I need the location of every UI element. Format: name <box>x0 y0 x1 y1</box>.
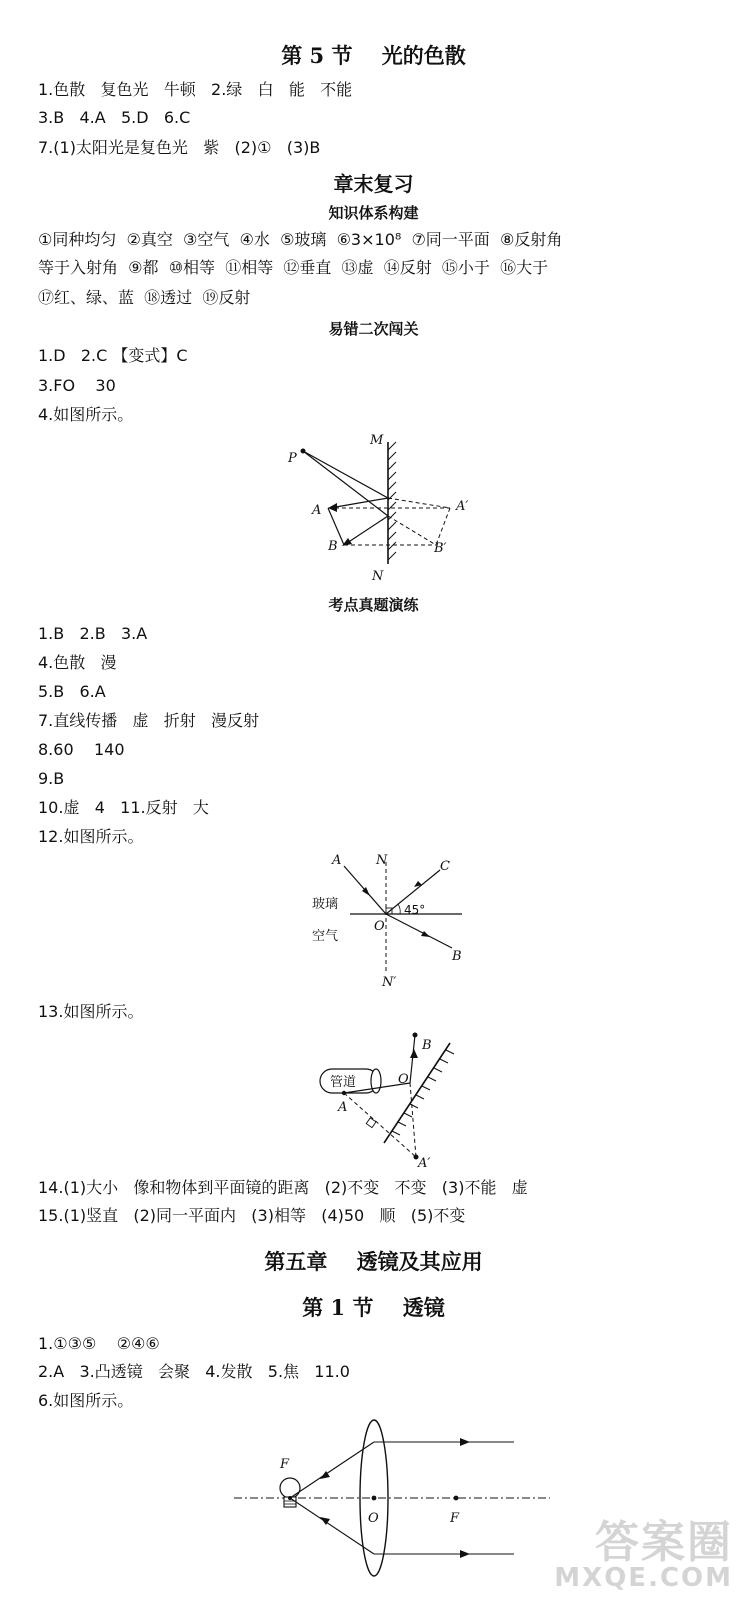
answer-line: 3.B 4.A 5.D 6.C <box>38 108 191 127</box>
label-B: B <box>452 949 462 964</box>
mistake-title: 易错二次闯关 <box>328 320 419 338</box>
mistake-line: 1.D 2.C 【变式】C <box>38 346 188 365</box>
figure-4-plane-mirror <box>270 428 490 588</box>
knowledge-line: ⑰红、绿、蓝 ⑱透过 ⑲反射 <box>38 288 251 307</box>
section5-title: 第 5 节 光的色散 <box>281 43 466 68</box>
label-B: B <box>422 1038 432 1053</box>
label-O: O <box>368 1511 379 1526</box>
exam-line: 5.B 6.A <box>38 682 106 701</box>
figure-12-refraction <box>300 848 480 988</box>
label-N-prime: N′ <box>382 975 397 990</box>
answer-line: 14.(1)大小 像和物体到平面镜的距离 (2)不变 不变 (3)不能 虚 <box>38 1178 528 1197</box>
label-A: A <box>338 1100 348 1115</box>
answer-line: 1.色散 复色光 牛顿 2.绿 白 能 不能 <box>38 80 353 99</box>
mistake-line: 4.如图所示。 <box>38 405 134 424</box>
label-angle: 45° <box>404 903 426 917</box>
exam-line: 1.B 2.B 3.A <box>38 624 148 643</box>
chapter5-title: 第五章 透镜及其应用 <box>264 1249 483 1274</box>
knowledge-title: 知识体系构建 <box>328 204 419 222</box>
review-title: 章末复习 <box>333 172 414 196</box>
answer-line: 7.(1)太阳光是复色光 紫 (2)① (3)B <box>38 138 321 157</box>
label-A-prime: A′ <box>456 499 469 514</box>
figure-13-periscope <box>300 1025 480 1170</box>
label-A: A <box>312 503 322 518</box>
label-A: A <box>332 853 342 868</box>
knowledge-line: ①同种均匀 ②真空 ③空气 ④水 ⑤玻璃 ⑥3×10⁸ ⑦同一平面 ⑧反射角 <box>38 230 563 249</box>
mistake-line: 3.FO 30 <box>38 376 116 395</box>
answer-line: 6.如图所示。 <box>38 1391 134 1410</box>
figure-6-convex-lens <box>230 1418 570 1594</box>
answer-line: 13.如图所示。 <box>38 1002 144 1021</box>
label-B-prime: B′ <box>434 541 447 556</box>
knowledge-line: 等于入射角 ⑨都 ⑩相等 ⑪相等 ⑫垂直 ⑬虚 ⑭反射 ⑮小于 ⑯大于 <box>38 258 549 277</box>
label-A-prime: A′ <box>418 1156 431 1171</box>
label-P: P <box>288 451 297 466</box>
label-pipe: 管道 <box>330 1075 357 1090</box>
exam-line: 8.60 140 <box>38 740 125 759</box>
exam-line: 9.B <box>38 769 65 788</box>
answer-line: 2.A 3.凸透镜 会聚 4.发散 5.焦 11.0 <box>38 1362 350 1381</box>
exam-line: 12.如图所示。 <box>38 827 144 846</box>
exam-line: 4.色散 漫 <box>38 653 117 672</box>
label-N: N <box>376 853 388 868</box>
section1-title: 第 1 节 透镜 <box>302 1295 445 1320</box>
exam-line: 7.直线传播 虚 折射 漫反射 <box>38 711 260 730</box>
label-N: N <box>372 569 384 584</box>
label-C: C <box>440 859 450 874</box>
label-B: B <box>328 539 338 554</box>
label-M: M <box>370 433 384 448</box>
label-air: 空气 <box>312 929 339 944</box>
label-O: O <box>374 919 385 934</box>
exam-title: 考点真题演练 <box>328 596 419 614</box>
answer-line: 15.(1)竖直 (2)同一平面内 (3)相等 (4)50 顺 (5)不变 <box>38 1206 466 1225</box>
label-O: O <box>398 1072 409 1087</box>
watermark <box>554 1517 733 1593</box>
watermark-logo-text: 答案圈 <box>595 1517 733 1568</box>
watermark-url: MXQE.COM <box>554 1563 733 1593</box>
answer-line: 1.①③⑤ ②④⑥ <box>38 1334 160 1353</box>
label-F-left: F <box>280 1457 290 1472</box>
label-F-right: F <box>450 1511 460 1526</box>
exam-line: 10.虚 4 11.反射 大 <box>38 798 209 817</box>
label-glass: 玻璃 <box>312 897 339 912</box>
